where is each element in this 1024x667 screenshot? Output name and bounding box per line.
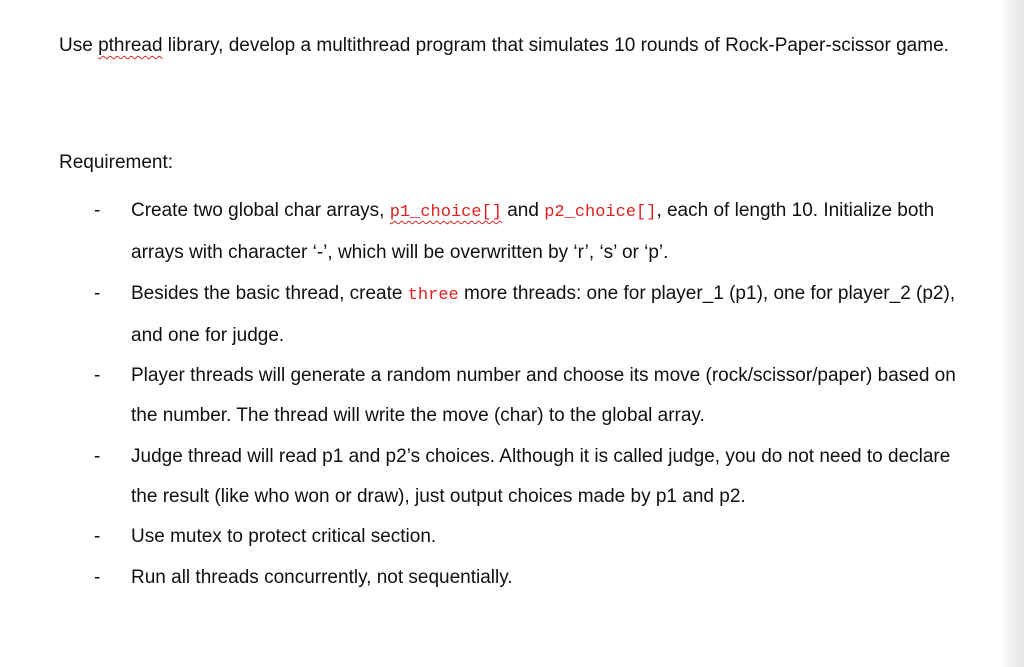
bullet-dash: - bbox=[94, 200, 101, 221]
requirement-item bbox=[0, 558, 1000, 598]
bullet-dash: - bbox=[94, 365, 101, 387]
requirement-heading: Requirement: bbox=[59, 152, 174, 173]
requirement-text: Create two global char arrays, bbox=[131, 200, 390, 221]
requirements-list bbox=[0, 191, 1000, 598]
bullet-dash: - bbox=[94, 445, 101, 467]
requirement-item bbox=[0, 437, 1000, 518]
requirement-item bbox=[0, 517, 1000, 557]
bullet-dash: - bbox=[94, 282, 101, 304]
bullet-dash: - bbox=[94, 566, 101, 588]
intro-paragraph bbox=[59, 31, 989, 61]
requirement-item bbox=[0, 274, 1000, 357]
requirement-text: Besides the basic thread, create bbox=[131, 282, 408, 304]
requirement-text: more threads: one for player_1 (p1), one for player_2 (p2), and one for judge. bbox=[131, 282, 956, 346]
requirement-item bbox=[0, 356, 1000, 437]
requirement-text: and bbox=[501, 200, 545, 221]
requirement-text: Player threads will generate a random number and choose its move (rock/scissor/paper) based on the number. The thread will write the move (char) to the global array. bbox=[131, 365, 956, 427]
requirement-text: Run all threads concurrently, not sequentially. bbox=[131, 566, 513, 588]
requirement-item bbox=[0, 191, 1000, 274]
pthread-word: pthread bbox=[98, 35, 163, 56]
intro-text-start: Use bbox=[59, 35, 99, 56]
requirement-text: Judge thread will read p1 and p2’s choices. Although it is called judge, you do not need to declare the result (like who won or draw), just output choices made by p1 and p2. bbox=[131, 445, 951, 508]
requirement-text: , each of length 10. Initialize both arrays with character ‘-’, which will be overwritten by ‘r’, ‘s’ or ‘p’. bbox=[131, 200, 935, 264]
p2-choice-code: p2_choice[] bbox=[544, 203, 657, 222]
requirement-text: Use mutex to protect critical section. bbox=[131, 526, 437, 548]
p1-choice-code: p1_choice[] bbox=[389, 203, 502, 222]
three-code: three bbox=[407, 285, 459, 305]
bullet-dash: - bbox=[94, 526, 101, 548]
page-edge-shadow bbox=[1000, 0, 1024, 667]
intro-text-end: library, develop a multithread program that simulates 10 rounds of Rock-Paper-scissor game. bbox=[162, 35, 949, 56]
